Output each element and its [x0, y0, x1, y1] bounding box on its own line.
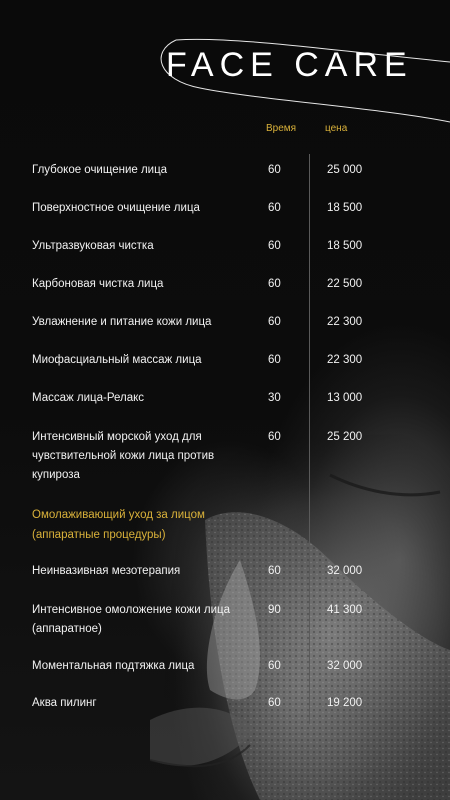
- service-price: 25 000: [327, 164, 363, 176]
- price-column-header: цена: [325, 123, 348, 134]
- service-name: Ультразвуковая чистка: [32, 240, 154, 252]
- service-time: 60: [268, 240, 281, 252]
- service-name: Поверхностное очищение лица: [32, 202, 200, 214]
- service-price: 41 300: [327, 604, 363, 616]
- service-name: Карбоновая чистка лица: [32, 278, 164, 290]
- section-title: Омолаживающий уход за лицом (аппаратные процедуры): [32, 509, 205, 541]
- service-price: 18 500: [327, 202, 363, 214]
- service-price: 18 500: [327, 240, 363, 252]
- page-title: FACE CARE: [166, 46, 413, 84]
- service-time: 60: [268, 354, 281, 366]
- service-price: 22 500: [327, 278, 363, 290]
- service-time: 90: [268, 604, 281, 616]
- service-price: 13 000: [327, 392, 363, 404]
- service-time: 60: [268, 660, 281, 672]
- service-time: 60: [268, 164, 281, 176]
- service-price: 19 200: [327, 697, 363, 709]
- service-time: 60: [268, 278, 281, 290]
- service-name: Интенсивное омоложение кожи лица (аппаратное): [32, 604, 230, 635]
- service-time: 60: [268, 565, 281, 577]
- service-time: 60: [268, 431, 281, 443]
- service-name: Увлажнение и питание кожи лица: [32, 316, 212, 328]
- service-name: Интенсивный морской уход для чувствительной кожи лица против купироза: [32, 431, 215, 481]
- service-price: 22 300: [327, 354, 363, 366]
- service-name: Моментальная подтяжка лица: [32, 660, 195, 672]
- service-time: 60: [268, 202, 281, 214]
- service-time: 30: [268, 392, 281, 404]
- service-price: 32 000: [327, 565, 363, 577]
- service-name: Глубокое очищение лица: [32, 164, 168, 176]
- service-name: Аква пилинг: [32, 697, 97, 709]
- service-price: 32 000: [327, 660, 363, 672]
- time-column-header: Время: [266, 123, 297, 134]
- service-name: Миофасциальный массаж лица: [32, 354, 202, 366]
- service-price: 22 300: [327, 316, 363, 328]
- service-time: 60: [268, 316, 281, 328]
- service-price: 25 200: [327, 431, 363, 443]
- service-time: 60: [268, 697, 281, 709]
- column-divider: [309, 154, 310, 724]
- service-name: Неинвазивная мезотерапия: [32, 565, 181, 577]
- service-name: Массаж лица-Релакс: [32, 392, 145, 404]
